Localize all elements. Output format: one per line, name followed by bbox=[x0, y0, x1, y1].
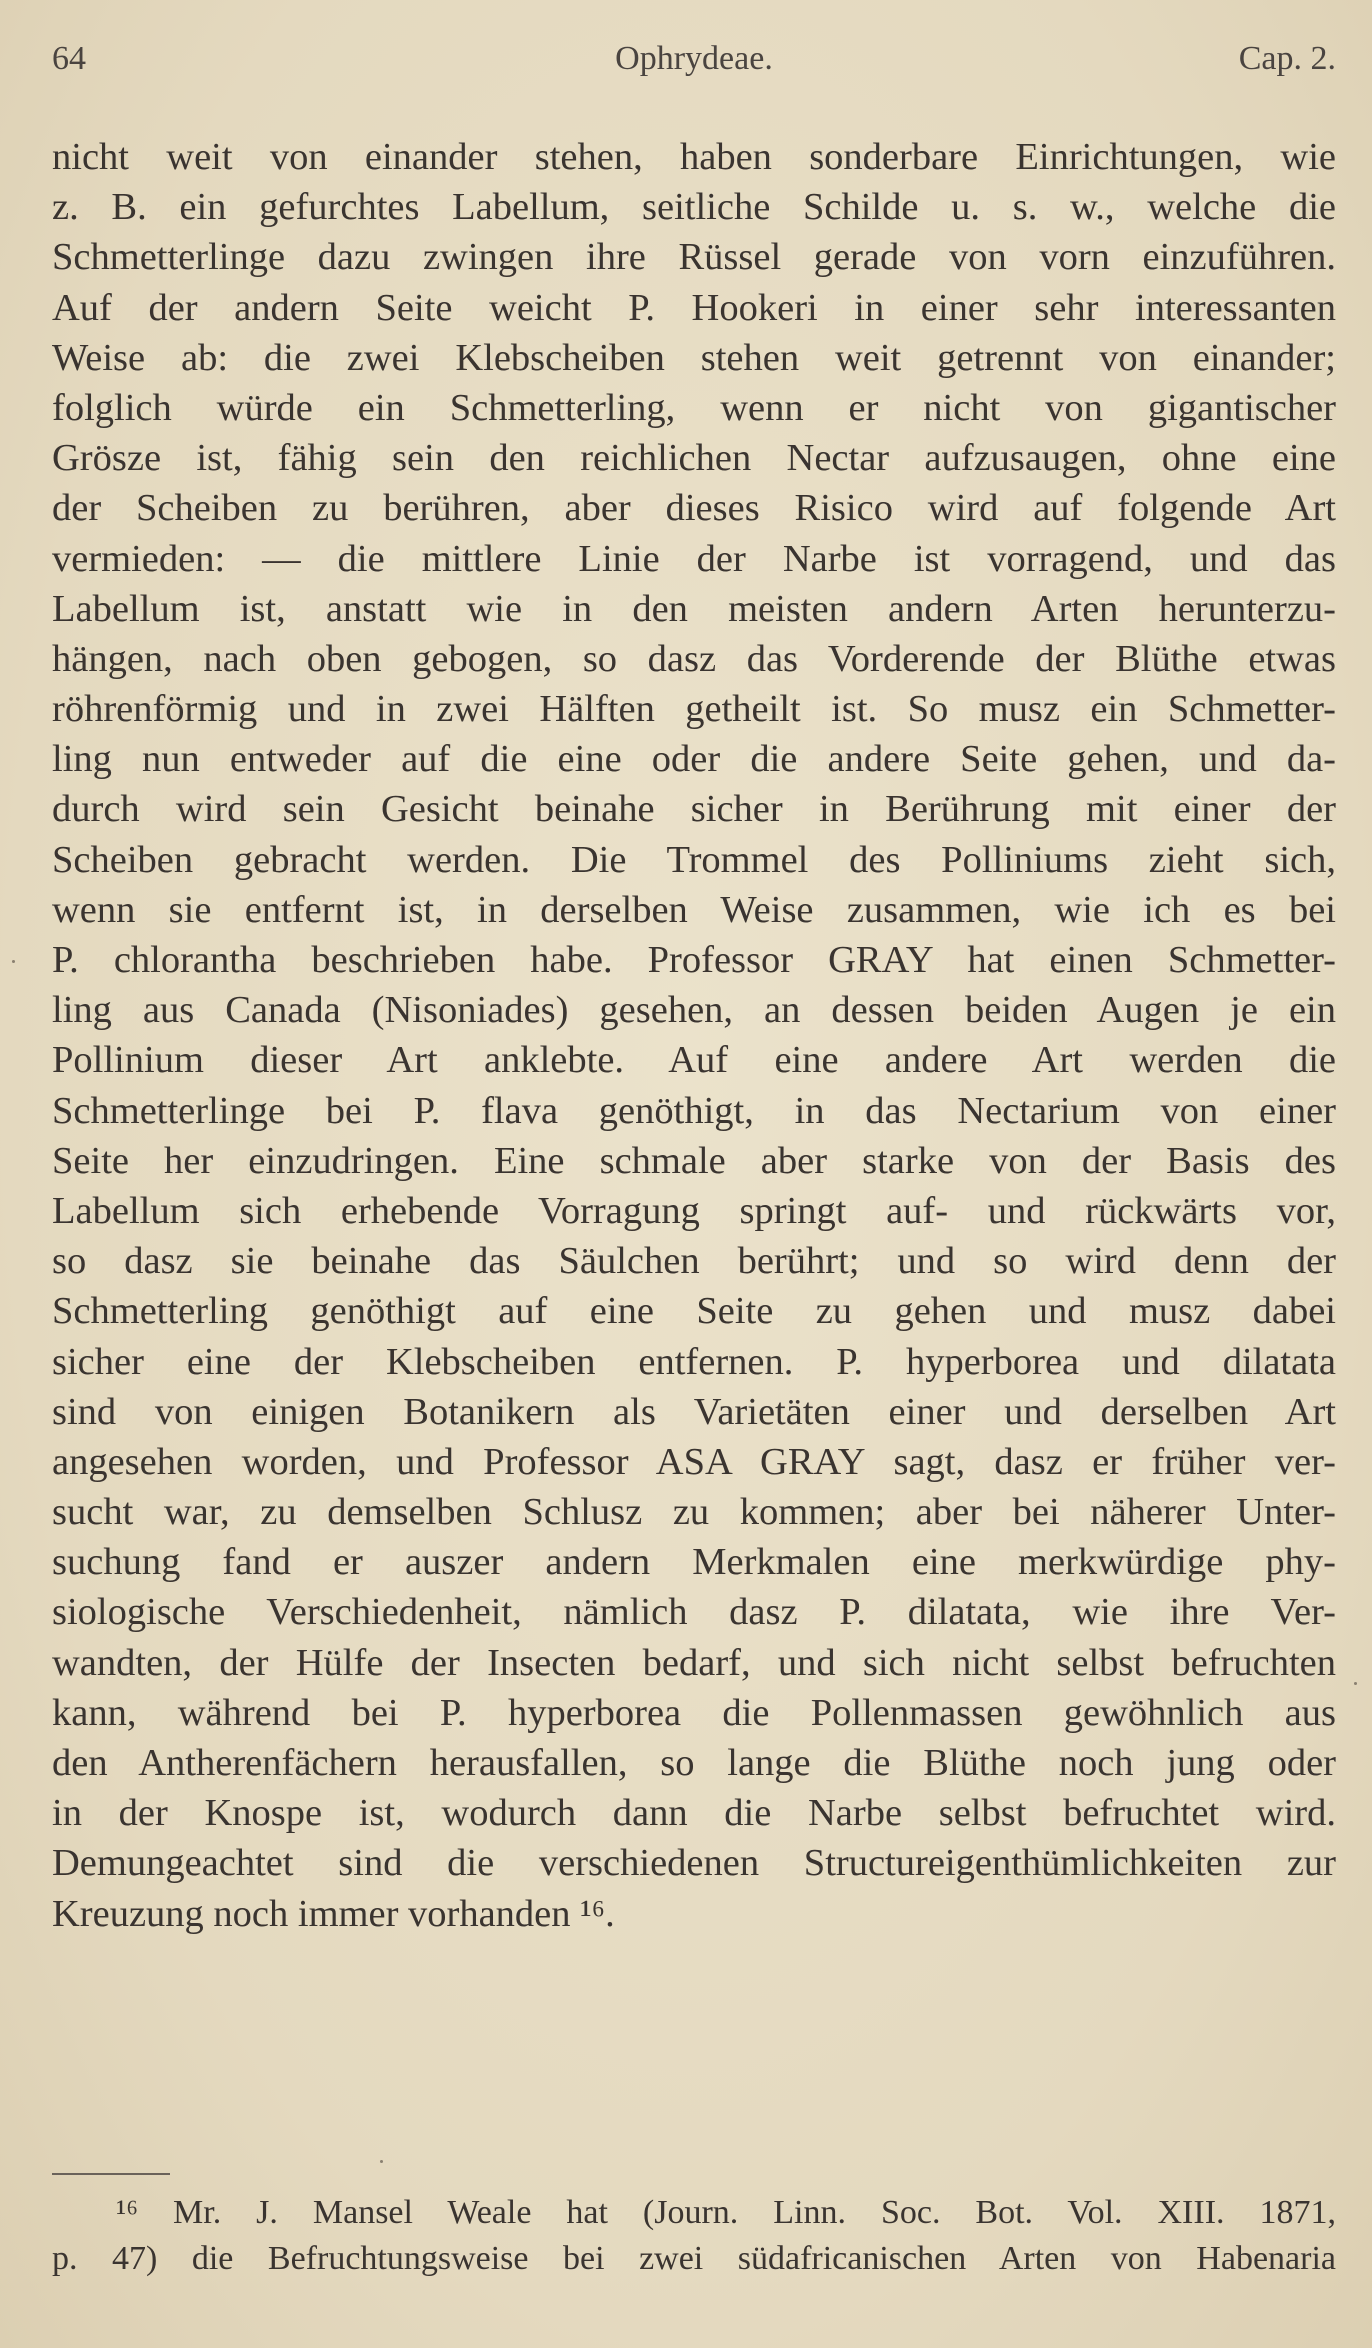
text-line: hängen, nach oben gebogen, so dasz das Vorderende der Blüthe etwas bbox=[52, 637, 1336, 680]
text-line: folglich würde ein Schmetterling, wenn er nicht von gigantischer bbox=[52, 386, 1336, 429]
text-line: Schmetterlinge bei P. flava genöthigt, in das Nectarium von einer bbox=[52, 1089, 1336, 1132]
text-line: siologische Verschiedenheit, nämlich dasz P. dilatata, wie ihre Ver- bbox=[52, 1591, 1336, 1634]
text-line: P. chlorantha beschrieben habe. Professor GRAY hat einen Schmetter- bbox=[52, 939, 1336, 981]
text-line: ling aus Canada (Nisoniades) gesehen, an dessen beiden Augen je ein bbox=[52, 989, 1336, 1032]
text-line: sicher eine der Klebscheiben entfernen. P. hyperborea und dilatata bbox=[52, 1340, 1336, 1383]
text-line: Weise ab: die zwei Klebscheiben stehen weit getrennt von einander; bbox=[52, 336, 1336, 379]
text-line: Labellum sich erhebende Vorragung springt auf- und rückwärts vor, bbox=[52, 1189, 1336, 1232]
text-line: Labellum ist, anstatt wie in den meisten andern Arten herunterzu- bbox=[52, 587, 1336, 630]
text-line: sind von einigen Botanikern als Varietäten einer und derselben Art bbox=[52, 1390, 1336, 1433]
text-line: angesehen worden, und Professor ASA GRAY sagt, dasz er früher ver- bbox=[52, 1440, 1336, 1483]
footnote-line: ¹⁶ Mr. J. Mansel Weale hat (Journ. Linn. Soc. Bot. Vol. XIII. 1871, bbox=[116, 2194, 1336, 2231]
paper-speck bbox=[1354, 1682, 1357, 1685]
text-line: vermieden: — die mittlere Linie der Narbe ist vorragend, und das bbox=[52, 537, 1336, 580]
text-line: Scheiben gebracht werden. Die Trommel des Polliniums zieht sich, bbox=[52, 838, 1336, 881]
paper-speck bbox=[12, 960, 15, 963]
footnote-line: p. 47) die Befruchtungsweise bei zwei südafricanischen Arten von Habenaria bbox=[52, 2240, 1336, 2277]
text-line: ling nun entweder auf die eine oder die andere Seite gehen, und da- bbox=[52, 738, 1336, 781]
text-line: Demungeachtet sind die verschiedenen Structureigenthümlichkeiten zur bbox=[52, 1842, 1336, 1885]
text-line: nicht weit von einander stehen, haben sonderbare Einrichtungen, wie bbox=[52, 136, 1336, 178]
page-header bbox=[52, 40, 1336, 90]
text-line: röhrenförmig und in zwei Hälften getheilt ist. So musz ein Schmetter- bbox=[52, 688, 1336, 731]
chapter-label: Cap. 2. bbox=[1238, 40, 1336, 77]
footnote-rule bbox=[52, 2173, 170, 2175]
page-number: 64 bbox=[52, 40, 86, 77]
text-line: wandten, der Hülfe der Insecten bedarf, und sich nicht selbst befruchten bbox=[52, 1641, 1336, 1684]
text-line: sucht war, zu demselben Schlusz zu kommen; aber bei näherer Unter- bbox=[52, 1491, 1336, 1534]
text-line: Grösze ist, fähig sein den reichlichen Nectar aufzusaugen, ohne eine bbox=[52, 437, 1336, 480]
footnotes bbox=[52, 2190, 1336, 2282]
text-line: suchung fand er auszer andern Merkmalen eine merkwürdige phy- bbox=[52, 1541, 1336, 1584]
running-title: Ophrydeae. bbox=[615, 40, 773, 77]
text-line: Seite her einzudringen. Eine schmale aber starke von der Basis des bbox=[52, 1139, 1336, 1182]
text-line: den Antherenfächern herausfallen, so lange die Blüthe noch jung oder bbox=[52, 1742, 1336, 1784]
text-line: durch wird sein Gesicht beinahe sicher in Berührung mit einer der bbox=[52, 788, 1336, 831]
body-text bbox=[52, 132, 1336, 1939]
text-line: so dasz sie beinahe das Säulchen berührt; und so wird denn der bbox=[52, 1240, 1336, 1283]
text-line: kann, während bei P. hyperborea die Pollenmassen gewöhnlich aus bbox=[52, 1691, 1336, 1734]
text-line: Pollinium dieser Art anklebte. Auf eine andere Art werden die bbox=[52, 1039, 1336, 1082]
text-line: Auf der andern Seite weicht P. Hookeri in einer sehr interessanten bbox=[52, 286, 1336, 329]
text-line: z. B. ein gefurchtes Labellum, seitliche Schilde u. s. w., welche die bbox=[52, 186, 1336, 229]
text-line: Schmetterlinge dazu zwingen ihre Rüssel gerade von vorn einzuführen. bbox=[52, 236, 1336, 279]
paper-speck bbox=[380, 2160, 383, 2163]
text-line: Kreuzung noch immer vorhanden ¹⁶. bbox=[52, 1892, 615, 1935]
text-line: der Scheiben zu berühren, aber dieses Risico wird auf folgende Art bbox=[52, 487, 1336, 530]
text-line: in der Knospe ist, wodurch dann die Narbe selbst befruchtet wird. bbox=[52, 1792, 1336, 1835]
text-line: Schmetterling genöthigt auf eine Seite zu gehen und musz dabei bbox=[52, 1290, 1336, 1333]
text-line: wenn sie entfernt ist, in derselben Weise zusammen, wie ich es bei bbox=[52, 888, 1336, 931]
